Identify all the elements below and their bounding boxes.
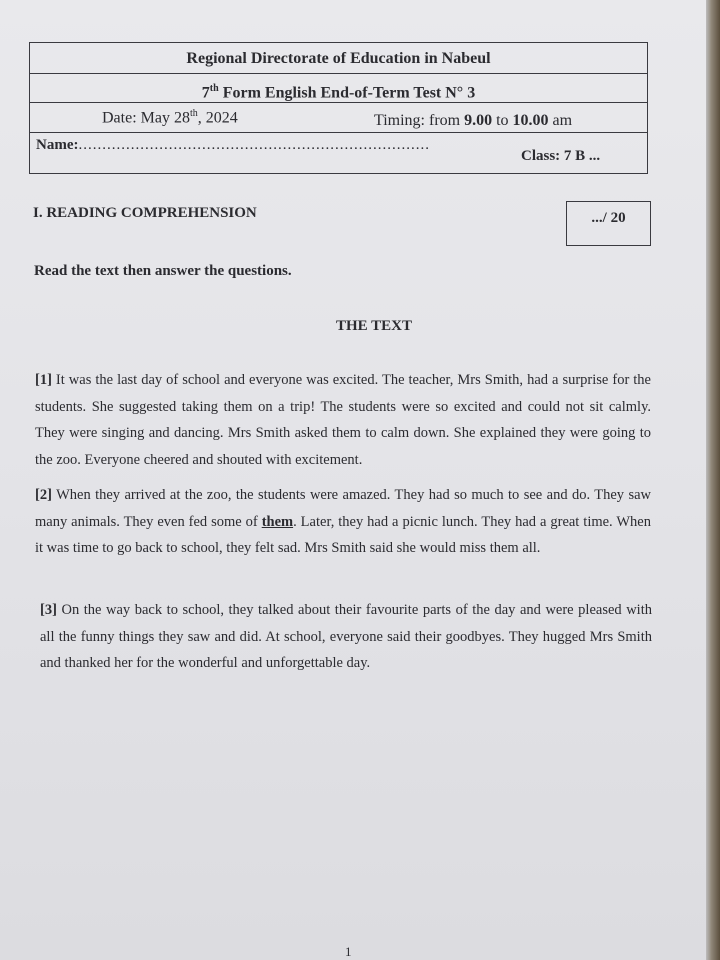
student-name-field[interactable]: Name:.......................................................................... (36, 137, 430, 153)
directorate-title: Regional Directorate of Education in Nabeul (186, 50, 491, 67)
name-class-row (30, 133, 647, 173)
class-label: Class: 7 B ... (521, 148, 601, 164)
exam-timing: Timing: from 9.00 to 10.00 am (374, 112, 573, 129)
paper-edge (706, 0, 720, 960)
paragraph-1 (35, 367, 651, 473)
directorate-row (30, 43, 647, 74)
paragraph-number: [3] (40, 602, 57, 618)
page-number: 1 (345, 944, 352, 959)
paragraph-text: . Later, they had a picnic lunch. They had a great time. When it was time to go back to school, they felt sad. Mrs Smith said she would miss them all. (35, 513, 651, 556)
test-title-row (30, 74, 647, 103)
paragraph-text: On the way back to school, they talked about their favourite parts of the day and were pleased with all the funny things they saw and did. At school, everyone said their goodbyes. They hugged Mrs Smith and thanked her for the wonderful and unforgettable day. (40, 602, 652, 671)
test-title: Form English End-of-Term Test N° 3 (218, 84, 476, 102)
paragraph-text: It was the last day of school and everyone was excited. The teacher, Mrs Smith, had a surprise for the students. She suggested taking them on a trip! The students were so excited and could not sit calmly. They were singing and dancing. Mrs Smith asked them to calm down. She explained they were going to the zoo. Everyone cheered and shouted with excitement. (35, 372, 651, 468)
paragraph-2 (35, 482, 651, 562)
test-ordinal-suffix: th (209, 83, 219, 94)
paragraph-3 (40, 597, 652, 677)
date-timing-row (30, 103, 647, 133)
underlined-word: them (261, 513, 294, 530)
paragraph-number: [2] (35, 487, 52, 503)
instruction-text: Read the text then answer the questions. (34, 263, 292, 279)
test-ordinal: 7 (201, 84, 210, 102)
paragraph-number: [1] (35, 372, 52, 388)
section-title: I. READING COMPREHENSION (33, 205, 257, 221)
exam-date: Date: May 28th, 2024 (102, 108, 238, 127)
paragraph-text: When they arrived at the zoo, the students were amazed. They had so much to see and do. They saw many animals. They even fed some of (35, 487, 651, 530)
exam-header-table (29, 42, 648, 174)
text-title: THE TEXT (336, 318, 413, 334)
score-box: .../ 20 (566, 201, 651, 246)
